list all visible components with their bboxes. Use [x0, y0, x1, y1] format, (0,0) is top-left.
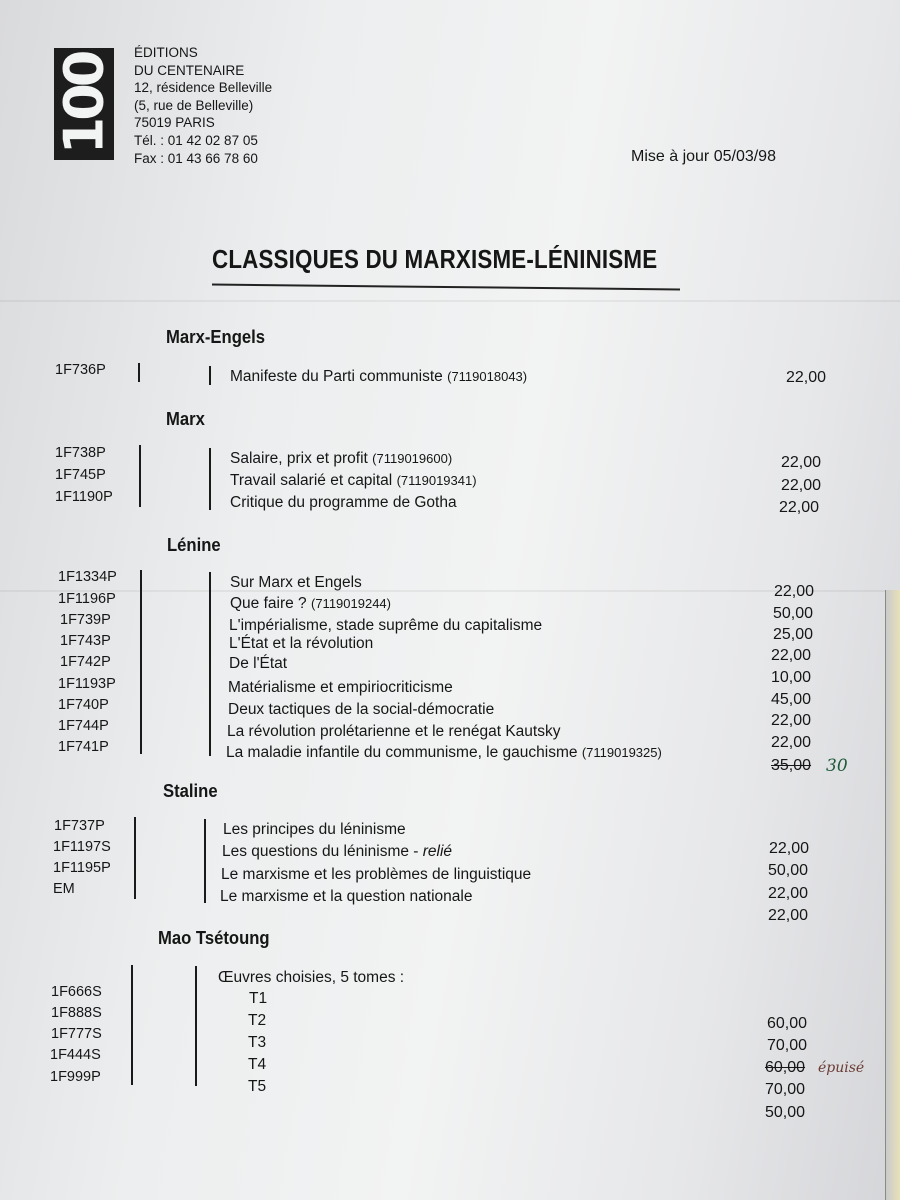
book-title: La maladie infantile du communisme, le gauchisme (7119019325) [226, 744, 662, 761]
price: 60,00 [767, 1015, 808, 1032]
book-title: Manifeste du Parti communiste (7119018043) [230, 368, 528, 385]
item-code: 1F1197S [53, 839, 111, 855]
address-line: Fax : 01 43 66 78 60 [134, 150, 258, 166]
book-title: Matérialisme et empiriocriticisme [228, 679, 453, 696]
volume-label: T1 [249, 990, 268, 1007]
item-code: 1F740P [58, 697, 109, 713]
price: 22,00 [774, 583, 815, 600]
update-date: Mise à jour 05/03/98 [631, 148, 776, 165]
book-title: Deux tactiques de la social-démocratie [228, 701, 495, 718]
section-heading-lenine: Lénine [167, 534, 221, 555]
price: 22,00 [771, 712, 812, 729]
volume-label: T3 [248, 1034, 267, 1051]
address-line: ÉDITIONS [134, 45, 198, 60]
item-code: 1F999P [50, 1069, 101, 1085]
item-code: 1F444S [50, 1047, 101, 1063]
book-title: Les principes du léninisme [223, 821, 406, 838]
price: 22,00 [779, 499, 820, 516]
price: 70,00 [767, 1037, 808, 1054]
price: 22,00 [781, 454, 822, 471]
page-title: CLASSIQUES DU MARXISME-LÉNINISME [212, 244, 658, 274]
price: 22,00 [786, 369, 827, 386]
volume-label: T4 [248, 1056, 267, 1073]
price-struck: 60,00 [765, 1059, 806, 1076]
section-heading-marx-engels: Marx-Engels [166, 326, 266, 347]
price: 10,00 [771, 669, 812, 686]
book-title: Le marxisme et les problèmes de linguistique [221, 866, 532, 883]
book-title: Sur Marx et Engels [230, 574, 362, 591]
column-rule [204, 819, 206, 903]
item-code: 1F1193P [58, 676, 116, 692]
section-heading-mao: Mao Tsétoung [158, 927, 270, 948]
item-code: 1F738P [55, 445, 106, 461]
column-rule [138, 363, 140, 382]
item-code: 1F744P [58, 718, 109, 734]
address-line: Tél. : 01 42 02 87 05 [134, 132, 258, 148]
price-struck: 35,00 [771, 757, 812, 774]
column-rule [209, 572, 211, 756]
book-title: Les questions du léninisme - relié [222, 843, 453, 860]
price: 50,00 [765, 1104, 806, 1121]
address-line: DU CENTENAIRE [134, 62, 245, 78]
column-rule [195, 966, 197, 1086]
book-title: Œuvres choisies, 5 tomes : [218, 969, 405, 986]
book-title: Travail salarié et capital (7119019341) [230, 472, 477, 489]
book-title: L'impérialisme, stade suprême du capitalisme [229, 617, 543, 634]
column-rule [140, 570, 142, 754]
price: 22,00 [781, 477, 822, 494]
item-code: 1F739P [60, 612, 111, 628]
item-code: 1F777S [51, 1026, 102, 1042]
address-line: 75019 PARIS [134, 115, 215, 131]
column-rule [209, 366, 211, 385]
item-code: 1F742P [60, 654, 111, 670]
section-heading-marx: Marx [166, 408, 205, 429]
item-code: 1F745P [55, 467, 106, 483]
column-rule [139, 445, 141, 507]
price: 25,00 [773, 626, 814, 643]
item-code: 1F737P [54, 818, 105, 834]
item-code: 1F743P [60, 633, 111, 649]
book-title: Le marxisme et la question nationale [220, 888, 473, 905]
item-code: 1F666S [51, 984, 102, 1000]
book-title: Critique du programme de Gotha [230, 494, 457, 511]
column-rule [134, 817, 136, 899]
price: 45,00 [771, 691, 812, 708]
book-title: De l'État [229, 655, 288, 672]
item-code: 1F1190P [55, 489, 113, 505]
price: 22,00 [768, 885, 809, 902]
item-code: 1F1195P [53, 860, 111, 876]
book-title: La révolution prolétarienne et le renégat Kautsky [227, 723, 561, 740]
price: 50,00 [773, 605, 814, 622]
publisher-address [134, 44, 272, 167]
item-code: 1F1334P [58, 569, 117, 585]
column-rule [131, 965, 133, 1085]
item-code: 1F888S [51, 1005, 102, 1021]
paper-edge [885, 590, 900, 1200]
section-heading-staline: Staline [163, 780, 218, 801]
handwritten-price-correction: 30 [826, 756, 848, 776]
book-title: L'État et la révolution [229, 635, 374, 652]
publisher-logo-text: 100 [52, 53, 116, 155]
price: 50,00 [768, 862, 809, 879]
price: 22,00 [771, 647, 812, 664]
volume-label: T2 [248, 1012, 267, 1029]
price: 22,00 [768, 907, 809, 924]
book-title: Que faire ? (7119019244) [230, 595, 391, 612]
item-code: EM [53, 881, 75, 897]
item-code: 1F741P [58, 739, 109, 755]
item-code: 1F736P [55, 362, 106, 378]
title-underline [212, 284, 680, 291]
price: 22,00 [769, 840, 810, 857]
column-rule [209, 448, 211, 510]
item-code: 1F1196P [58, 591, 116, 607]
address-line: (5, rue de Belleville) [134, 97, 254, 113]
handwritten-note: épuisé [818, 1060, 865, 1076]
publisher-logo [54, 48, 114, 160]
volume-label: T5 [248, 1078, 267, 1095]
price: 22,00 [771, 734, 812, 751]
book-title: Salaire, prix et profit (7119019600) [230, 450, 453, 467]
address-line: 12, résidence Belleville [134, 80, 273, 96]
price: 70,00 [765, 1081, 806, 1098]
